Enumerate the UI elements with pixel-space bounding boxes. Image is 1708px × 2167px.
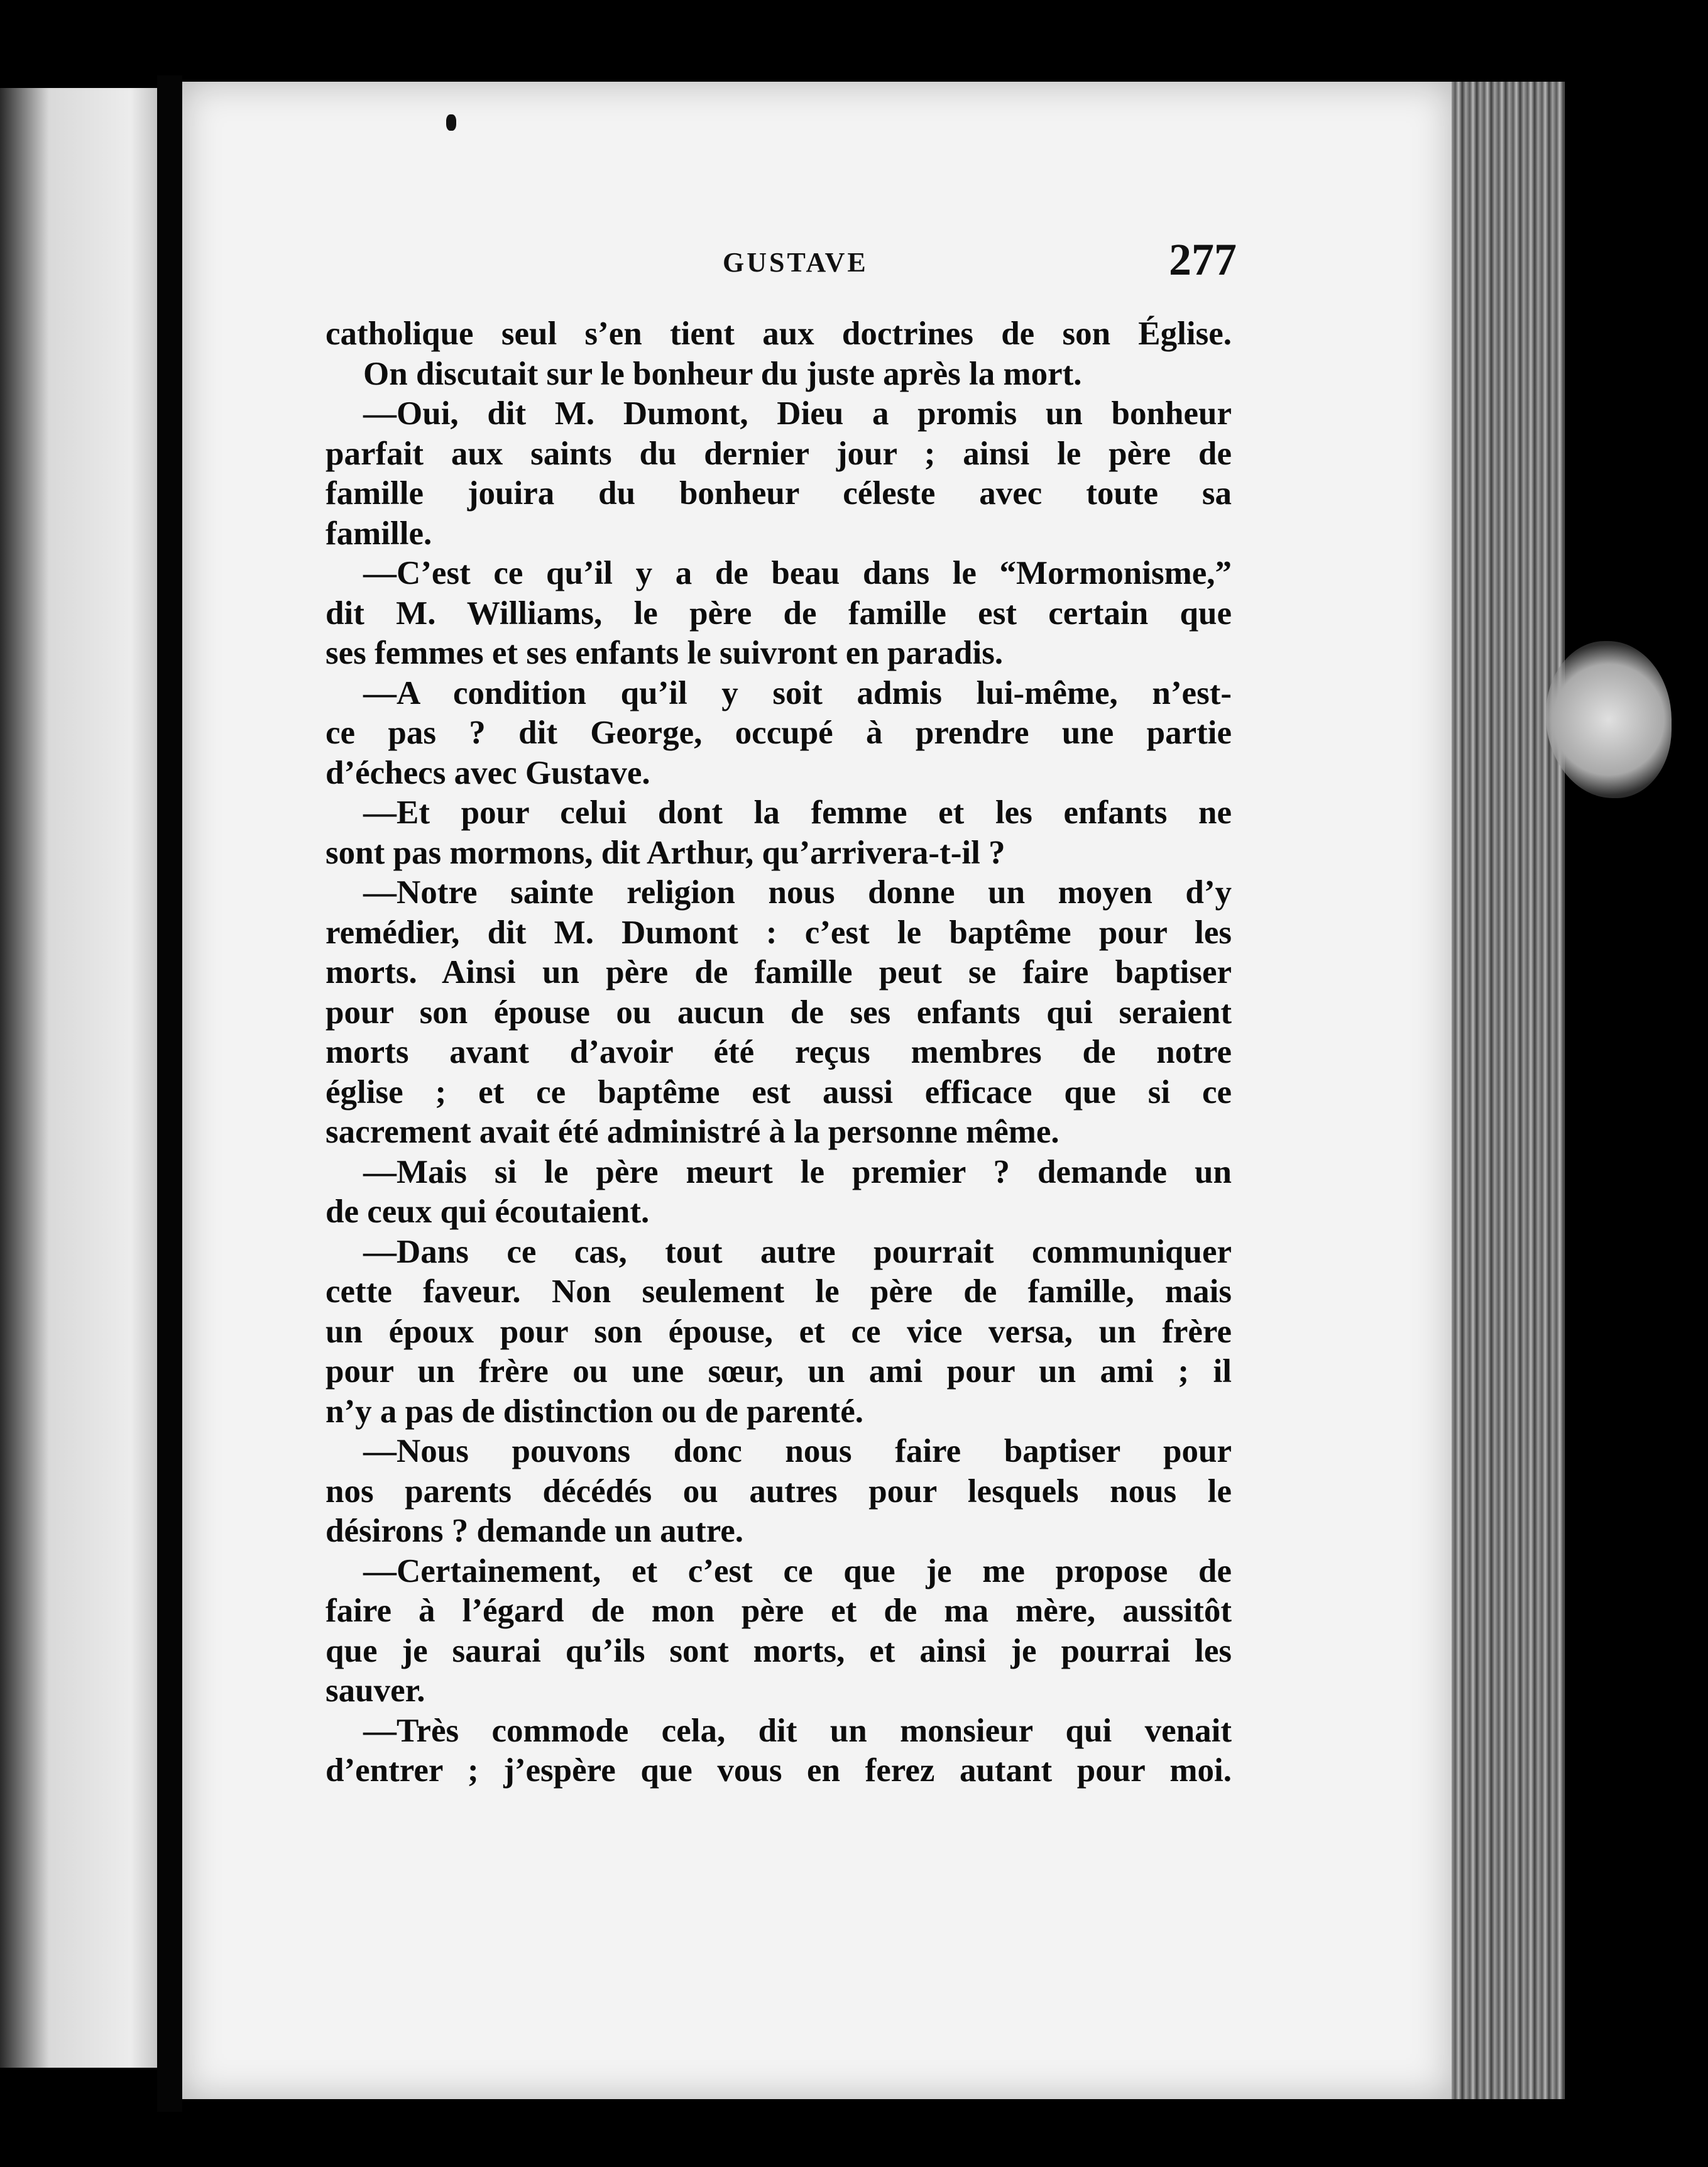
text-line: sacrement avait été administré à la personne même. [326, 1114, 1059, 1150]
text-line: nos parents décédés ou autres pour lesquels nous le [326, 1473, 1232, 1510]
text-line: de ceux qui écoutaient. [326, 1193, 650, 1230]
text-line: famille jouira du bonheur céleste avec toute sa [326, 475, 1232, 512]
running-head: GUSTAVE [723, 247, 868, 278]
page-number: 277 [1169, 234, 1237, 285]
text-line: parfait aux saints du dernier jour ; ainsi le père de [326, 435, 1232, 472]
text-line: église ; et ce baptême est aussi efficace que si ce [326, 1073, 1232, 1111]
text-line: —C’est ce qu’il y a de beau dans le “Mormonisme,” [363, 555, 1232, 591]
text-line: d’entrer ; j’espère que vous en ferez autant pour moi. [326, 1752, 1232, 1789]
facing-page-edge [0, 88, 163, 2068]
text-line: n’y a pas de distinction ou de parenté. [326, 1393, 863, 1430]
text-line: pour son épouse ou aucun de ses enfants qui seraient [326, 994, 1232, 1031]
text-line: —Dans ce cas, tout autre pourrait communiquer [363, 1233, 1232, 1270]
text-line: faire à l’égard de mon père et de ma mère, aussitôt [326, 1593, 1232, 1629]
text-line: —Mais si le père meurt le premier ? demande un [363, 1153, 1232, 1190]
text-line: —Certainement, et c’est ce que je me propose de [363, 1552, 1232, 1589]
text-line: —Très commode cela, dit un monsieur qui venait [363, 1712, 1232, 1749]
text-line: pour un frère ou une sœur, un ami pour un ami ; il [326, 1353, 1232, 1390]
text-line: ses femmes et ses enfants le suivront en paradis. [326, 635, 1004, 671]
text-line: —A condition qu’il y soit admis lui-même, n’est- [363, 674, 1232, 711]
text-line: —Notre sainte religion nous donne un moyen d’y [363, 874, 1232, 911]
text-line: ce pas ? dit George, occupé à prendre une partie [326, 715, 1232, 751]
text-line: d’échecs avec Gustave. [326, 754, 650, 791]
text-line: remédier, dit M. Dumont : c’est le baptême pour les [326, 914, 1232, 951]
text-line: famille. [326, 515, 432, 552]
text-line: cette faveur. Non seulement le père de famille, mais [326, 1273, 1232, 1310]
text-line: catholique seul s’en tient aux doctrines de son Église. [326, 315, 1232, 352]
book-gutter [157, 75, 182, 2112]
text-line: sont pas mormons, dit Arthur, qu’arrivera-t-il ? [326, 834, 1005, 871]
ink-speck [446, 114, 456, 131]
text-line: —Nous pouvons donc nous faire baptiser pour [363, 1433, 1232, 1469]
page-body [326, 314, 1232, 1791]
text-line: —Oui, dit M. Dumont, Dieu a promis un bonheur [363, 395, 1232, 432]
text-line: un époux pour son épouse, et ce vice versa, un frère [326, 1313, 1232, 1350]
text-line: dit M. Williams, le père de famille est certain que [326, 595, 1232, 632]
text-line: désirons ? demande un autre. [326, 1513, 744, 1549]
scan-background [1565, 94, 1708, 2105]
text-line: morts. Ainsi un père de famille peut se faire baptiser [326, 954, 1232, 990]
text-line: —Et pour celui dont la femme et les enfants ne [363, 794, 1232, 831]
text-line: sauver. [326, 1672, 425, 1709]
text-line: On discutait sur le bonheur du juste après la mort. [363, 355, 1082, 392]
text-line: que je saurai qu’ils sont morts, et ainsi je pourrai les [326, 1632, 1232, 1669]
page-stack-edges [1452, 82, 1565, 2099]
text-line: morts avant d’avoir été reçus membres de notre [326, 1034, 1232, 1070]
